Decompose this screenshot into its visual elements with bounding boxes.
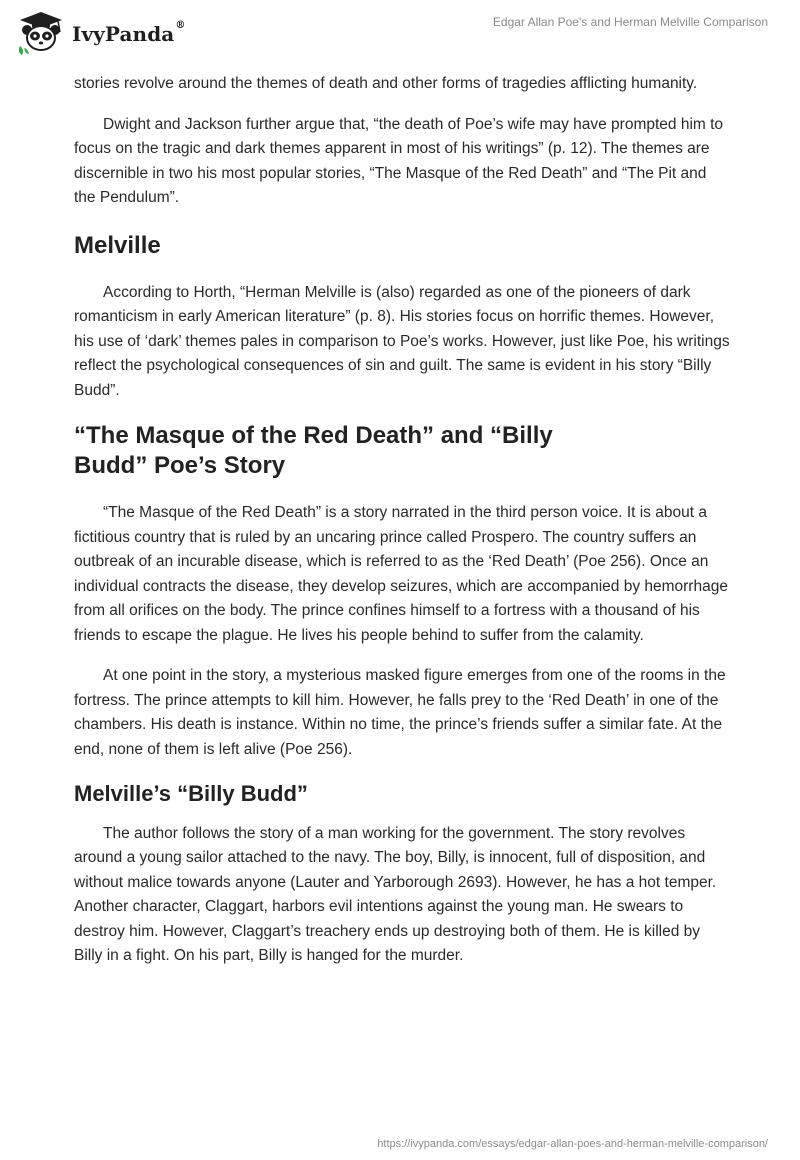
paragraph-horth: According to Horth, “Herman Melville is (also) regarded as one of the pioneers of dark romanticism in early American literature” (p. 8). His stories focus on horrific themes. However, his use of ‘dark’ themes pales in comparison to Poe’s works. However, just like Poe, his writings reflect the psychological consequences of sin and guilt. The same is evident in his story “Billy Budd”.	[74, 283, 730, 399]
paragraph-masque-ending: At one point in the story, a mysterious masked figure emerges from one of the rooms in the fortress. The prince attempts to kill him. However, he falls prey to the ‘Red Death’ in one of the chambers. His death is instance. Within no time, the prince’s friends suffer a similar fate. At the end, none of them is left alive (Poe 256).	[74, 667, 726, 758]
page-header	[0, 0, 800, 70]
heading-melville: Melville	[74, 231, 161, 259]
paragraph-masque-summary: “The Masque of the Red Death” is a story narrated in the third person voice. It is about a fictitious country that is ruled by an uncaring prince called Prospero. The country suffers an outbreak of an incurable disease, which is referred to as the ‘Red Death’ (Poe 256). Once an individual contracts the disease, they develop seizures, which are accompanied by hemorrhage from all orifices on the body. The prince confines himself to a fortress with a thousand of his friends to escape the plague. He lives his people behind to suffer from the calamity.	[74, 504, 728, 644]
heading-billy-budd: Melville’s “Billy Budd”	[74, 781, 308, 806]
ivypanda-logo[interactable]	[14, 10, 185, 56]
logo-wordmark: IvyPanda®	[72, 20, 186, 46]
paragraph-dwight-jackson: Dwight and Jackson further argue that, “the death of Poe’s wife may have prompted him to focus on the tragic and dark themes apparent in most of his writings” (p. 12). The themes are discernible in two his most popular stories, “The Masque of the Red Death” and “The Pit and the Pendulum”.	[74, 115, 724, 206]
document-title: Edgar Allan Poe's and Herman Melville Comparison	[492, 15, 768, 29]
heading-line-1: “The Masque of the Red Death” and “Billy	[74, 422, 553, 449]
essay-content	[74, 72, 730, 985]
paragraph-billy-budd-summary: The author follows the story of a man working for the government. The story revolves around a young sailor attached to the navy. The boy, Billy, is innocent, full of disposition, and without malice towards anyone (Lauter and Yarborough 2693). However, he has a hot temper. Another character, Claggart, harbors evil intentions against the young man. He swears to destroy him. However, Claggart’s treachery ends up destroying both of them. He is killed by Billy in a fight. On his part, Billy is hanged for the murder.	[74, 824, 717, 964]
source-url[interactable]: https://ivypanda.com/essays/edgar-allan-poes-and-herman-melville-comparison/	[377, 1138, 768, 1150]
panda-graduate-icon	[14, 10, 68, 56]
paragraph-intro-continuation: stories revolve around the themes of death and other forms of tragedies afflicting humanity.	[74, 75, 698, 92]
heading-masque-billy-budd	[74, 421, 730, 481]
heading-line-2: Budd” Poe’s Story	[74, 452, 286, 479]
